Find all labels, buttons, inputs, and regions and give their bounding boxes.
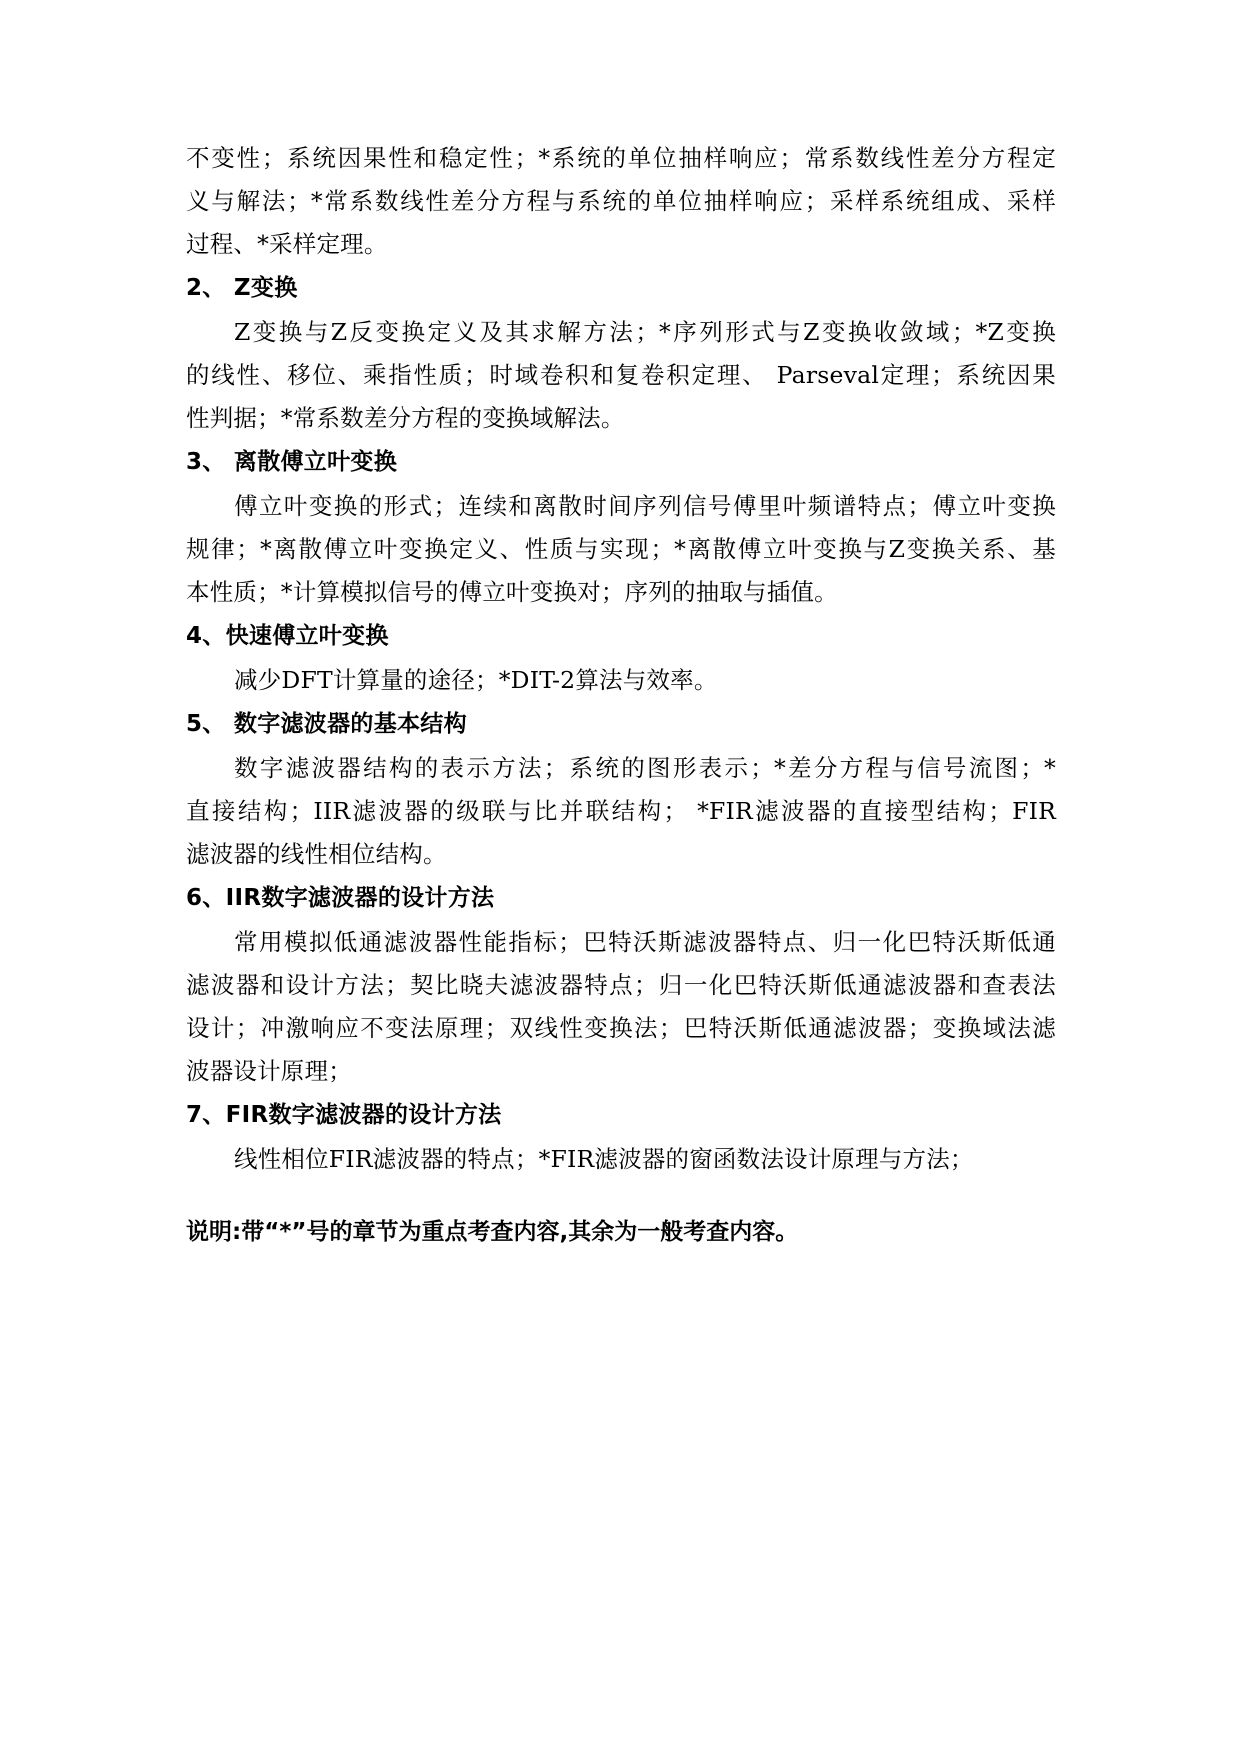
paragraph-line: 滤波器的线性相位结构。 — [186, 840, 447, 868]
section-heading: 2、 Z变换 — [186, 275, 298, 301]
paragraph-line: 本性质；*计算模拟信号的傅立叶变换对；序列的抽取与插值。 — [186, 578, 838, 606]
paragraph-line: 过程、*采样定理。 — [186, 230, 388, 258]
paragraph-line: 直接结构；IIR滤波器的级联与比并联结构； *FIR滤波器的直接型结构；FIR — [186, 797, 1056, 825]
paragraph-line: 性判据；*常系数差分方程的变换域解法。 — [186, 404, 625, 432]
paragraph-line: 波器设计原理； — [186, 1057, 352, 1085]
paragraph-line: 设计；冲激响应不变法原理；双线性变换法；巴特沃斯低通滤波器；变换域法滤 — [186, 1014, 1056, 1042]
paragraph-line: 常用模拟低通滤波器性能指标；巴特沃斯滤波器特点、归一化巴特沃斯低通 — [234, 928, 1056, 956]
emphasis-note: 说明:带“*”号的章节为重点考查内容,其余为一般考查内容。 — [186, 1219, 799, 1245]
paragraph-line: 的线性、移位、乘指性质；时域卷积和复卷积定理、 Parseval定理；系统因果 — [186, 361, 1056, 389]
paragraph-line: Z变换与Z反变换定义及其求解方法；*序列形式与Z变换收敛域；*Z变换 — [234, 318, 1056, 346]
section-heading: 5、 数字滤波器的基本结构 — [186, 711, 467, 737]
paragraph-line: 不变性；系统因果性和稳定性；*系统的单位抽样响应；常系数线性差分方程定 — [186, 144, 1056, 172]
paragraph-line: 滤波器和设计方法；契比晓夫滤波器特点；归一化巴特沃斯低通滤波器和查表法 — [186, 971, 1056, 999]
paragraph-line: 傅立叶变换的形式；连续和离散时间序列信号傅里叶频谱特点；傅立叶变换 — [234, 492, 1056, 520]
paragraph-line: 减少DFT计算量的途径；*DIT-2算法与效率。 — [234, 666, 718, 694]
section-heading: 4、快速傅立叶变换 — [186, 623, 389, 649]
paragraph-line: 义与解法；*常系数线性差分方程与系统的单位抽样响应；采样系统组成、采样 — [186, 187, 1056, 215]
paragraph-line: 规律；*离散傅立叶变换定义、性质与实现；*离散傅立叶变换与Z变换关系、基 — [186, 535, 1056, 563]
section-heading: 3、 离散傅立叶变换 — [186, 449, 398, 475]
section-heading: 6、IIR数字滤波器的设计方法 — [186, 885, 495, 911]
paragraph-line: 线性相位FIR滤波器的特点；*FIR滤波器的窗函数法设计原理与方法； — [234, 1145, 974, 1173]
section-heading: 7、FIR数字滤波器的设计方法 — [186, 1102, 502, 1128]
paragraph-line: 数字滤波器结构的表示方法；系统的图形表示；*差分方程与信号流图；* — [234, 754, 1056, 782]
